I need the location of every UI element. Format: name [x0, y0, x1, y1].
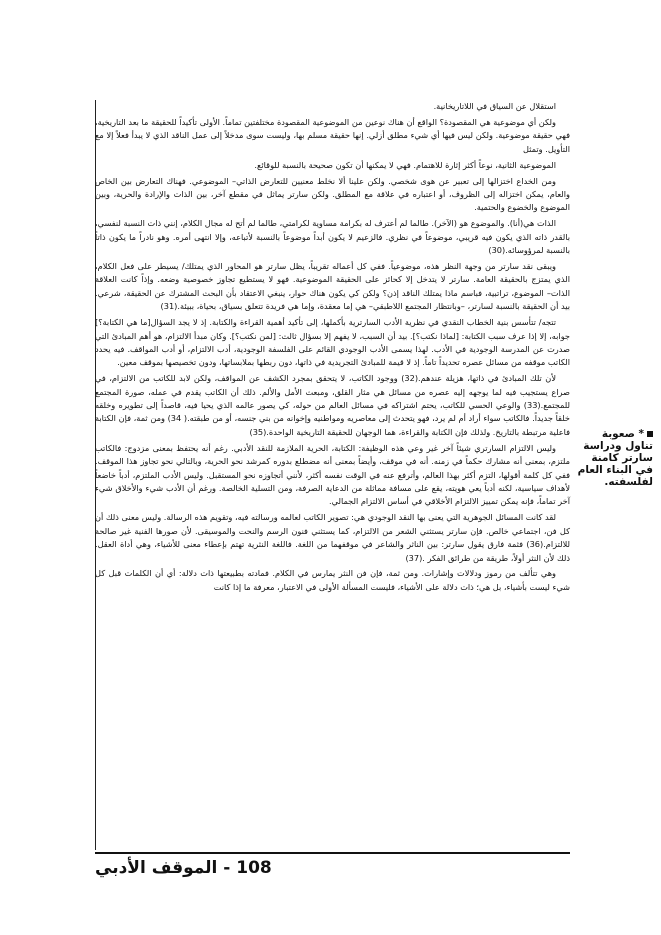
- footer-label: [95, 858, 272, 878]
- paragraph: الموضوعية الثانية، نوعاً أكثر إثارة للاهتمام. فهي لا يمكنها أن تكون صحيحة بالنسبة للوقائع.: [254, 159, 556, 170]
- paragraph: تتجه/ تتأسس بنية الخطاب النقدي في نظرية الأدب السارترية بأكملها، إلى تأكيد أهمية القراءة والكتابة. إذ لا يجد السؤال[ما هي الكتابة؟] جوابه، إلا إذا عرف سبب الكتابة: [لماذا نكتب؟]. بيد أن السبب، لا يفهم إلا بسؤال ثالث: [لمن نكتب؟]. وكان مبدأ الالتزام، هو أهم المبادئ التي صدرت عن المدرسة الوجودية في الأدب. لهذا يسمى الأدب الوجودي القائم على الفلسفة الوجودية، أدب الالتزام، أو أدب المواقف. فيه يحدد الكاتب موقفه من مسائل عصره تحديداً تاماً. إذ لا قيمة للمبادئ التجريدية في ذاتها، دون ربطها بملابساتها، ودون تخصيصها بموقف معين.: [95, 317, 570, 368]
- paragraph: الذات هي(أنا). والموضوع هو (الآخر). طالما لم أعترف له بكرامة مساوية لكرامتي، طالما لم أتح له مجال الكلام، إنني ذات النسبة لنفسي، بالقدر ذاته الذي يكون فيه قريبي، موضوعاً في نظري. فالزعيم لا يكون أبداً موضوعاً بالنسبة لأتباعه، وإلا انتهى أمره. وهو نادراً ما يكون ذاتاً بالنسبة لمرؤوسائه.(30): [95, 218, 570, 256]
- article-body: [95, 100, 570, 597]
- square-bullet-icon: [647, 431, 653, 437]
- magazine-title: الموقف الأدبي: [95, 858, 218, 878]
- footer-separator: -: [223, 858, 231, 878]
- pull-quote: [577, 428, 653, 488]
- paragraph: استقلال عن السياق في اللاتاريخانية.: [433, 101, 556, 111]
- paragraph: ويبقى نقد سارتر من وجهة النظر هذه، موضوعياً. ففي كل أعماله تقريباً، يظل سارتر هو المحاور الذي يمتلك/ يسيطر على فعل الكلام، الذي يمتزج بالحقيقة العامة. سارتر لا يتدخل إلا كحائز على الحقيقة الموضوعية. فهو لا يستطيع تجاوز خصوصية وضعه. وإذاً كانت العلاقة الذات– الموضوع، تراتبية، فباسم ماذا يمتلك الناقد إذن؟ ولكن كي يكون هناك حوار، ينبغي الاعتقاد بأن البحث المشترك عن الحقيقة، شرعي. بيد أن الحقيقة بالنسبة لسارتر، –وبانتظار المجتمع اللاطبقي– هي إما معقدة، وإما هي فريدة تتعلق بسياق، بحياة، ببيئة.(31): [95, 260, 570, 312]
- paragraph: وهي تتألف من رموز ودلالات وإشارات. ومن ثمة، فإن فن النثر يمارس في الكلام. فمادته بطبيعتها ذات دلالة: أي أن الكلمات قبل كل شيء ليست بأشياء، بل هي؛ ذات دلالة على الأشياء، فليست المسألة الأولى في الاعتبار، معرفة ما إذا كانت: [95, 568, 570, 592]
- page-number: 108: [236, 858, 272, 878]
- paragraph: ولكن أي موضوعية هي المقصودة؟ الواقع أن هناك نوعين من الموضوعية المقصودة مختلفتين تماماً. الأولى تأكيداً للحقيقة ما بعد التاريخية، فهي حقيقة موضوعية. ولكن ليس فيها أي شيء مطلق أزلي. إنها حقيقة مسلم بها، وليست سوى مدخلاً إلى عمل الناقد الذي لا يبدأ فعلاً إلا مع التأويل. وتمثل: [95, 116, 570, 154]
- paragraph: لأن تلك المبادئ في ذاتها، هزيلة عندهم.(32) ووجود الكاتب، لا يتحقق بمجرد الكشف عن المواقف، ولكن لابد للكاتب من الالتزام، في صراع يستجيب فيه لما يوجهه إليه عصره من مسائل هي مثار القلق، ومبعث الأمل والألم. ذلك أن الكاتب يقدم في عمله، صورة المجتمع للمجتمع.(33) والوعي الحسي للكاتب، يحتم اشتراكه في مسائل العالم من حوله، كي يصور عالمه الذي يحيا فيه، قاصداً إلى تطويره وخلقه خلقاً جديداً. فالكاتب سواء أراد أم لم يرد، فهو يتحدث إلى معاصريه ومواطنيه وإخوانه من بني جنسه، أو من طبقته.( 34) ومن ثمة، فإن الكتابة فاعلية مرتبطة بالتاريخ. ولذلك فإن الكتابة والقراءة، هما الوجهان للحقيقة التاريخية الواحدة.(35): [95, 373, 570, 437]
- paragraph: لقد كانت المسائل الجوهرية التي يعنى بها النقد الوجودي هي: تصوير الكاتب لعالمه ورسالته فيه، وتقويم هذه الرسالة. وليس معنى ذلك أن كل فن، اجتماعي خالص. فإن سارتر يستثني الشعر من الالتزام، كما يستثني فنون الرسم والنحت والموسيقى. لأن صورها الفنية غير صالحة للالتزام.(36) فثمة فارق يقول سارتر: بين الناثر والشاعر في موقفهما من اللغة. فاللغة النثرية تهتم بإعطاء معنى للأشياء، وهي أداة العقل. ذلك لأن النثر أولاً، طريقة من طرائق الفكر .(37): [95, 512, 570, 563]
- pull-quote-text: * صعوبة تناول ودراسة سارتر كامنة في البناء العام لفلسفته.: [577, 428, 653, 488]
- paragraph: ومن الخداع اختزالها إلى تعبير عن هوى شخصي. ولكن علينا ألا نخلط معنيين للتعارض الذاتي– الموضوعي. فهناك التعارض بين الخاص والعام، يمكن اختزاله إلى الظروف، أو اعتباره في علاقة مع المطلق. ولكن سارتر يماثل في مقطع آخر، بين الذات والإرادة والحرية، وبين الموضوع والخضوع والحتمية.: [95, 175, 570, 213]
- column-rule: [95, 100, 96, 850]
- paragraph: وليس الالتزام السارتري شيئاً آخر غير وعي هذه الوظيفة: الكتابة، الحرية الملازمة للنقد الأدبي. رغم أنه يحتفظ بمعنى مزدوج: فالكاتب ملتزم، بمعنى أنه مشارك حكماً في زمنه. أنه في موقف، وأيضاً بمعنى أنه مضطلع بدوره كمرشد نحو الحرية، وبالتالي نحو تجاوز هذا الموقف. ففي كل كلمة أقولها، التزم أكثر بهذا العالم، وأترفع عنه في الوقت نفسه أكثر، لأنني أتجاوزه نحو المستقبل. وليس الأدب الملتزم، أدباً خاضعاً لأهداف سياسية، لكنه أدباً يعي هويته، يقع على مسافة مماثلة من الدعاية الصرفة، ومن التسلية الخالصة. ورغم أن الأدب شيء والأخلاق شيء آخر تماماً، فإنه يمكن تمييز الالتزام الأخلاقي في أساس الالتزام الجمالي.: [95, 442, 570, 507]
- page-footer: [95, 852, 570, 884]
